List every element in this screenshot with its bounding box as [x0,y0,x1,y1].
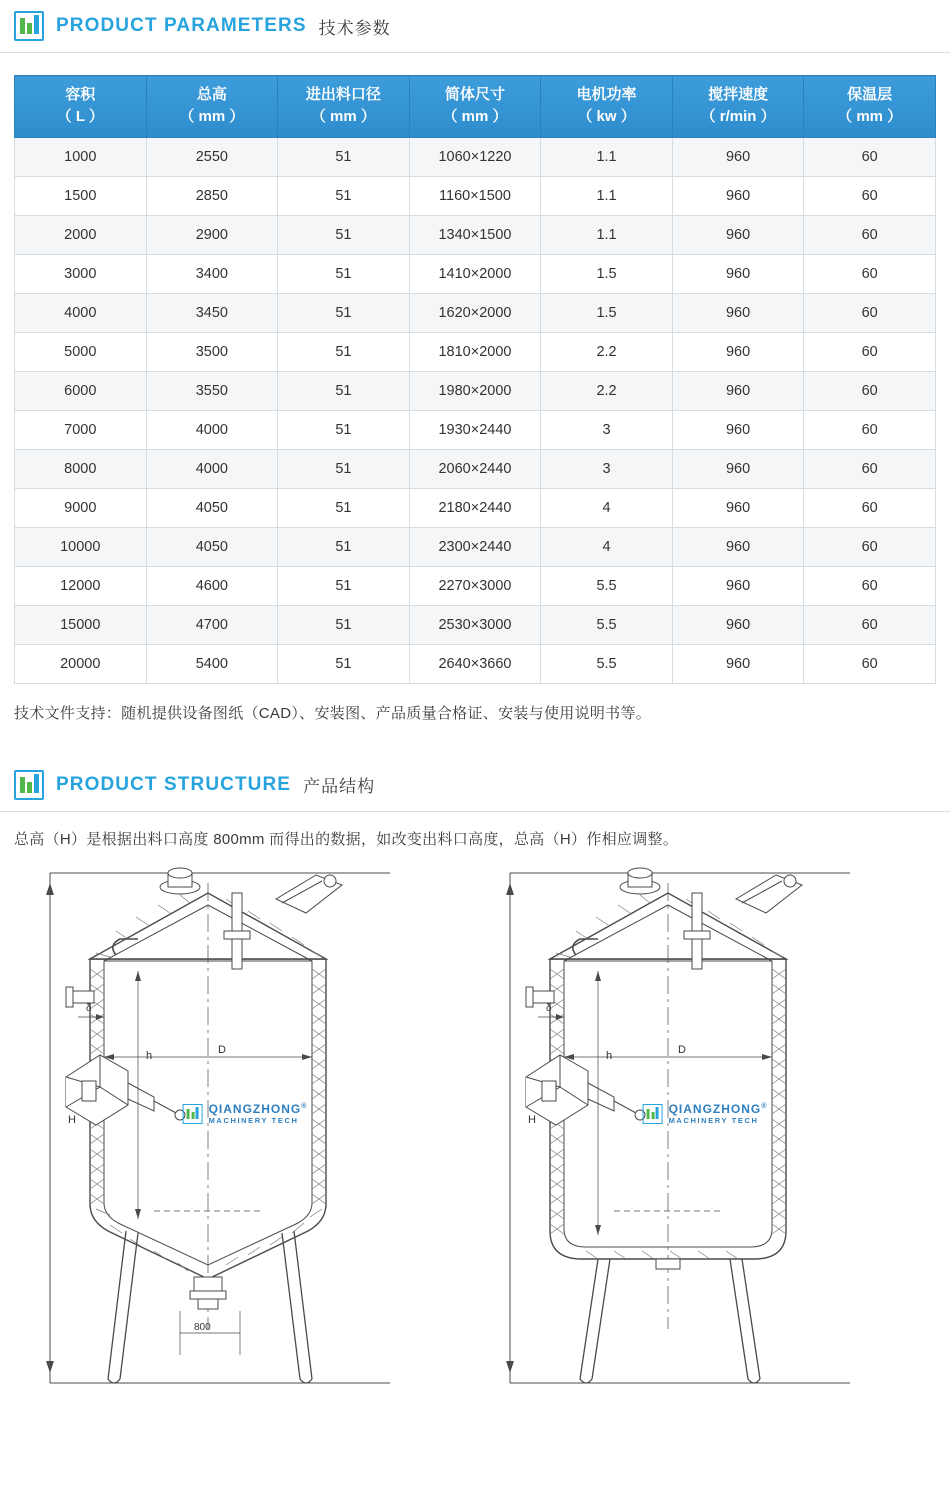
watermark-logo-icon [643,1104,663,1124]
label-diameter-D: D [218,1043,226,1056]
watermark-right [643,1103,768,1125]
watermark-reg: ® [761,1102,768,1110]
cell-port-diameter: 51 [278,449,410,488]
cell-volume: 9000 [15,488,147,527]
cell-port-diameter: 51 [278,176,410,215]
cell-motor-power: 3 [541,449,673,488]
cell-stir-speed: 960 [672,137,804,176]
table-row [15,449,936,488]
cell-volume: 5000 [15,332,147,371]
cell-motor-power: 2.2 [541,332,673,371]
cell-total-height: 3500 [146,332,278,371]
cell-body-size: 1620×2000 [409,293,541,332]
cell-insulation: 60 [804,176,936,215]
table-row [15,137,936,176]
cell-insulation: 60 [804,371,936,410]
cell-stir-speed: 960 [672,254,804,293]
label-total-height-H: H [68,1113,76,1126]
brand-logo-icon [14,11,44,41]
cell-stir-speed: 960 [672,293,804,332]
cell-port-diameter: 51 [278,566,410,605]
cell-stir-speed: 960 [672,371,804,410]
cell-stir-speed: 960 [672,527,804,566]
cell-motor-power: 1.5 [541,254,673,293]
cell-port-diameter: 51 [278,254,410,293]
cell-volume: 6000 [15,371,147,410]
cell-insulation: 60 [804,293,936,332]
cell-stir-speed: 960 [672,449,804,488]
cell-body-size: 2530×3000 [409,605,541,644]
section-title-cn: 产品结构 [303,777,376,796]
section-title-cn: 技术参数 [318,18,391,38]
column-header-port-diameter-unit: （ mm ） [310,107,376,125]
tech-files-note: 技术文件支持：随机提供设备图纸（CAD）、安装图、产品质量合格证、安装与使用说明书等。 [14,704,652,722]
table-row [15,410,936,449]
drawing-conical-bottom-tank [30,859,460,1399]
cell-port-diameter: 51 [278,332,410,371]
cell-stir-speed: 960 [672,332,804,371]
cell-volume: 7000 [15,410,147,449]
cell-port-diameter: 51 [278,488,410,527]
cell-motor-power: 1.1 [541,137,673,176]
cell-stir-speed: 960 [672,176,804,215]
watermark-brand: QIANGZHONG [668,1101,762,1116]
cell-insulation: 60 [804,605,936,644]
parameters-table [14,75,936,684]
cell-total-height: 2550 [146,137,278,176]
cell-total-height: 2850 [146,176,278,215]
column-header-body-size-unit: （ mm ） [442,107,508,125]
label-inner-height-h: h [146,1049,153,1062]
column-header-stir-speed [672,76,804,138]
cell-body-size: 1060×1220 [409,137,541,176]
cell-volume: 15000 [15,605,147,644]
cell-volume: 2000 [15,215,147,254]
column-header-port-diameter-cn: 进出料口径 [305,86,381,103]
cell-port-diameter: 51 [278,293,410,332]
cell-insulation: 60 [804,215,936,254]
cell-motor-power: 4 [541,527,673,566]
cell-insulation: 60 [804,332,936,371]
label-thickness-delta: δ [86,1002,92,1014]
label-outlet-height-800: 800 [194,1321,211,1333]
tank-drawing-left-svg [30,859,460,1399]
column-header-insulation-cn: 保温层 [847,86,893,103]
cell-insulation: 60 [804,449,936,488]
drawing-flat-bottom-tank [490,859,920,1399]
cell-stir-speed: 960 [672,644,804,683]
cell-total-height: 4000 [146,410,278,449]
table-row [15,644,936,683]
cell-insulation: 60 [804,410,936,449]
structure-note: 总高（H）是根据出料口高度 800mm 而得出的数据，如改变出料口高度，总高（H）作相应调整。 [14,830,679,848]
watermark-logo-icon [183,1104,203,1124]
cell-stir-speed: 960 [672,566,804,605]
cell-motor-power: 5.5 [541,644,673,683]
cell-port-diameter: 51 [278,410,410,449]
cell-port-diameter: 51 [278,215,410,254]
column-header-insulation-unit: （ mm ） [837,107,903,125]
section-title-en: PRODUCT PARAMETERS [56,15,307,36]
cell-volume: 1000 [15,137,147,176]
watermark-left [183,1103,308,1125]
column-header-motor-power-unit: （ kw ） [577,107,636,125]
table-body [15,137,936,683]
cell-insulation: 60 [804,644,936,683]
cell-volume: 3000 [15,254,147,293]
table-header-row [15,76,936,138]
parameters-table-wrap [0,53,950,684]
cell-motor-power: 4 [541,488,673,527]
column-header-total-height-cn: 总高 [196,86,227,103]
section-header-parameters [0,0,950,52]
brand-logo-icon [14,770,44,800]
cell-body-size: 2640×3660 [409,644,541,683]
table-row [15,605,936,644]
cell-total-height: 5400 [146,644,278,683]
cell-volume: 10000 [15,527,147,566]
column-header-volume-unit: （ L ） [56,107,104,125]
column-header-total-height [146,76,278,138]
column-header-motor-power-cn: 电机功率 [576,86,637,103]
cell-motor-power: 2.2 [541,371,673,410]
cell-port-diameter: 51 [278,605,410,644]
watermark-brand: QIANGZHONG [208,1101,302,1116]
watermark-sub: MACHINERY TECH [208,1115,299,1125]
cell-port-diameter: 51 [278,644,410,683]
watermark-reg: ® [301,1102,308,1110]
cell-insulation: 60 [804,566,936,605]
table-row [15,566,936,605]
column-header-motor-power [541,76,673,138]
column-header-body-size [409,76,541,138]
cell-body-size: 2300×2440 [409,527,541,566]
column-header-port-diameter [278,76,410,138]
tank-drawing-right-svg [490,859,920,1399]
label-total-height-H: H [528,1113,536,1126]
cell-volume: 1500 [15,176,147,215]
cell-total-height: 3550 [146,371,278,410]
cell-body-size: 1340×1500 [409,215,541,254]
cell-total-height: 4050 [146,488,278,527]
cell-insulation: 60 [804,254,936,293]
column-header-volume-cn: 容积 [65,86,96,103]
table-row [15,293,936,332]
cell-insulation: 60 [804,488,936,527]
cell-body-size: 2270×3000 [409,566,541,605]
column-header-total-height-unit: （ mm ） [179,107,245,125]
cell-port-diameter: 51 [278,527,410,566]
cell-body-size: 1160×1500 [409,176,541,215]
cell-total-height: 4700 [146,605,278,644]
cell-motor-power: 5.5 [541,605,673,644]
section-title-en: PRODUCT STRUCTURE [56,773,292,795]
cell-stir-speed: 960 [672,215,804,254]
cell-total-height: 4600 [146,566,278,605]
cell-insulation: 60 [804,527,936,566]
label-diameter-D: D [678,1043,686,1056]
section-header-structure [0,759,950,811]
table-row [15,176,936,215]
cell-body-size: 2180×2440 [409,488,541,527]
cell-motor-power: 1.1 [541,215,673,254]
cell-volume: 4000 [15,293,147,332]
cell-total-height: 4000 [146,449,278,488]
label-inner-height-h: h [606,1049,613,1062]
cell-motor-power: 1.1 [541,176,673,215]
cell-total-height: 3450 [146,293,278,332]
cell-total-height: 2900 [146,215,278,254]
cell-insulation: 60 [804,137,936,176]
column-header-stir-speed-unit: （ r/min ） [700,107,776,125]
column-header-body-size-cn: 简体尺寸 [444,86,505,103]
cell-total-height: 3400 [146,254,278,293]
watermark-sub: MACHINERY TECH [668,1115,759,1125]
cell-total-height: 4050 [146,527,278,566]
table-row [15,527,936,566]
cell-motor-power: 3 [541,410,673,449]
cell-stir-speed: 960 [672,605,804,644]
cell-body-size: 1980×2000 [409,371,541,410]
table-row [15,254,936,293]
table-row [15,332,936,371]
cell-body-size: 2060×2440 [409,449,541,488]
column-header-stir-speed-cn: 搅拌速度 [708,86,769,103]
column-header-volume [15,76,147,138]
cell-body-size: 1810×2000 [409,332,541,371]
cell-stir-speed: 960 [672,410,804,449]
cell-motor-power: 1.5 [541,293,673,332]
table-row [15,371,936,410]
structure-drawings [0,849,950,1417]
column-header-insulation [804,76,936,138]
cell-volume: 12000 [15,566,147,605]
cell-body-size: 1930×2440 [409,410,541,449]
table-head [15,76,936,138]
cell-volume: 8000 [15,449,147,488]
cell-body-size: 1410×2000 [409,254,541,293]
cell-stir-speed: 960 [672,488,804,527]
cell-port-diameter: 51 [278,371,410,410]
table-row [15,488,936,527]
cell-volume: 20000 [15,644,147,683]
table-row [15,215,936,254]
cell-port-diameter: 51 [278,137,410,176]
label-thickness-delta: δ [546,1002,552,1014]
cell-motor-power: 5.5 [541,566,673,605]
